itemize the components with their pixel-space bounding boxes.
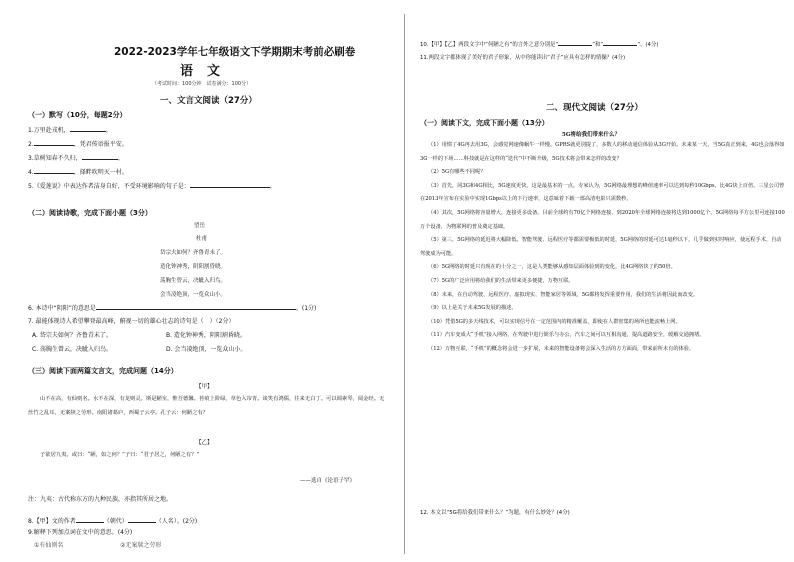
question-2-text: ，凭君传语报平安。 <box>73 141 128 148</box>
question-4-text: ，择畔吹明灭一村。 <box>73 169 128 176</box>
article-title: 5G将给我们带来什么？ <box>562 132 621 138</box>
article-paragraph: （10）凭借5G的多天线技术，可以实现信号在一定范围内的精准覆盖，即使在人群密集的场所也能流畅上网。 <box>428 318 681 325</box>
question-9-item: ②无案牍之劳形 <box>120 542 162 549</box>
article-paragraph: （9）以上是关于未来5G发展的描述。 <box>428 305 517 312</box>
poem-line: 岱宗夫如何？齐鲁青未了。 <box>160 250 227 256</box>
answer-blank[interactable] <box>82 159 118 160</box>
article-body <box>420 139 790 505</box>
question-7: 7. 最能体现诗人希望攀登最高峰，俯视一切的雄心壮志的诗句是（ ）（2分） <box>28 318 235 325</box>
poem-line: 荡胸生曾云，决眦入归鸟。 <box>160 278 227 284</box>
answer-blank[interactable] <box>190 187 270 188</box>
article-paragraph: （2）5G有哪些不同呢？ <box>428 169 486 176</box>
question-12: 12. 本文以“5G将给我们带来什么？”为题，有什么妙处？(4分) <box>420 510 570 516</box>
poem-line: 造化钟神秀，阴阳割昏晓。 <box>160 264 227 270</box>
part-3-title: （三）阅读下面两篇文言文，完成问题（14分） <box>28 367 178 375</box>
question-4: 4. ，择畔吹明灭一村。 <box>28 169 128 176</box>
article-paragraph: （7）5G的广泛应用将给我们的生活带来更多便捷，万物互联。 <box>428 277 574 284</box>
part-2-title: （二）阅读诗歌，完成下面小题（3分） <box>28 209 152 217</box>
article-paragraph: （3）首先，同3G和4G相比，5G速度更快，这是最基本的一点。专家认为，5G网络最理想的峰值速率可以达到每秒10Gbps，比4G快上百倍。三星公司曾在2013年宣布在实验中实现1Gbps以上的下行速率，这意味着下载一部高清电影只需数秒。 <box>420 182 785 203</box>
article-paragraph: （6）5G网络的时延只有现在的十分之一，这是人类能够从感知层面体验到的变化，比4G网络快了约50倍。 <box>428 264 676 271</box>
question-3-text: 3.草树知春不久归， <box>28 155 82 162</box>
section-2-title: 二、现代文阅读（27分） <box>546 103 643 113</box>
article-paragraph: （12）万物互联，“手机”的概念将会进一步扩展，未来的智能设备将会深入生活的方方面面，带来前所未有的体验。 <box>428 345 695 352</box>
article-paragraph: （8）未来，在自动驾驶、远程医疗、虚拟现实、智能家居等领域，5G都将发挥重要作用，我们的生活将因此而改变。 <box>428 291 699 298</box>
answer-blank[interactable] <box>34 173 74 174</box>
option-c[interactable]: C. 荡胸生曾云，决眦入归鸟。 <box>32 346 113 353</box>
question-5-text: 5.《爱莲说》中表达作者洁身自好，不受环境影响的句子是： <box>28 183 190 190</box>
question-1-text: 1.万里赴戎机， <box>28 127 70 134</box>
option-b[interactable]: B. 造化钟神秀，阴阳割昏晓。 <box>166 332 246 339</box>
question-10: 10.【甲】【乙】两段文字中“何陋之有”的言外之意分别是“ ”和“ ”。(4分) <box>420 42 659 48</box>
answer-blank[interactable] <box>70 131 106 132</box>
question-6: 6. 本诗中“阴阳”的意思是 。(1分) <box>28 305 317 312</box>
text-jia-label: 【甲】 <box>196 384 213 390</box>
article-paragraph: （11）汽车变成大“手机”接入网络，在驾驶中进行娱乐与办公，汽车之间可以互相沟通，提高道路安全，缓解交通拥堵。 <box>428 332 705 339</box>
poem-title: 望岳 <box>194 223 206 229</box>
subject-title: 语文 <box>180 64 235 79</box>
poem-line: 会当凌绝顶，一览众山小。 <box>160 292 227 298</box>
question-1: 1.万里赴戎机， 。 <box>28 127 112 134</box>
answer-blank[interactable] <box>558 45 592 46</box>
question-5: 5.《爱莲说》中表达作者洁身自好，不受环境影响的句子是： 。 <box>28 183 276 190</box>
option-d[interactable]: D. 会当凌绝顶，一览众山小。 <box>166 346 247 353</box>
part-1-modern-title: （一）阅读下文，完成下面小题（13分） <box>420 119 549 127</box>
text-jia: 山不在高，有仙则名。水不在深，有龙则灵。斯是陋室，惟吾德馨。苔痕上阶绿，草色入帘青。谈笑有鸿儒，往来无白丁。可以调素琴，阅金经。无丝竹之乱耳，无案牍之劳形。南阳诸葛庐，西蜀子云亭。孔子云：何陋之有？ <box>28 396 385 416</box>
article-paragraph: （4）其次，5G网络将容量增大，连接更多设备。目前全球约有70亿个网络连接，到2020年全球网络连接将达到1000亿个。5G网络每平方公里可连接100万个设备，为物联网的普及奠定基础。 <box>420 209 785 230</box>
answer-blank[interactable] <box>34 145 74 146</box>
answer-blank[interactable] <box>76 522 104 523</box>
option-a[interactable]: A. 岱宗夫如何？齐鲁青未了。 <box>32 332 112 339</box>
poem-author: 杜甫 <box>196 236 208 242</box>
section-1-title: 一、文言文阅读（27分） <box>160 96 257 106</box>
annotation: 注：九夷：古代称东方的九种民族，亦指其所居之地。 <box>28 496 173 503</box>
answer-blank[interactable] <box>96 309 296 310</box>
article-paragraph: （5）第三，5G网络的延迟将大幅降低。智能驾驶、远程医疗等都需要极低的时延，5G网络的时延可达1毫秒以下，几乎做到实时响应，使远程手术、自动驾驶成为可能。 <box>420 237 782 257</box>
exam-title: 2022-2023学年七年级语文下学期期末考前必刷卷 <box>114 46 356 58</box>
question-6-text: 6. 本诗中“阴阳”的意思是 <box>28 305 96 312</box>
text-yi-source: ——选自《论语子罕》 <box>300 478 356 484</box>
text-yi-label: 【乙】 <box>196 440 213 446</box>
part-1-title: （一）默写（10分，每题2分） <box>28 111 127 119</box>
question-11: 11.两段文字都体现了美好的君子形象，从中你能读出“君子”应具有怎样的情操？(4分) <box>420 55 626 61</box>
text-yi: 子欲居九夷。或曰：“陋，如之何？”子曰：“君子居之，何陋之有？” <box>40 452 200 458</box>
question-9-item: ①有仙则名 <box>34 542 64 549</box>
column-divider <box>404 14 405 554</box>
article-paragraph: （1）用惯了4G再去用3G，会感觉网速像蜗牛一样慢。GPRS就更别提了，多数人的移动通信体验从3G开始。未来某一天，当5G真正到来，4G也会落得如3G一样的下场……科技就是在这样的“迭代”中不断升级，5G技术将会带来怎样的改变？ <box>420 142 785 162</box>
exam-note: （考试时间：100分钟 试卷满分：100分） <box>152 81 252 87</box>
question-3: 3.草树知春不久归， 。 <box>28 155 124 162</box>
question-8: 8.【甲】文的作者 （朝代） （人名）。(2分) <box>28 518 198 525</box>
answer-blank[interactable] <box>128 522 156 523</box>
question-9: 9.解释下列加点词在文中的意思。(4分) <box>28 529 133 536</box>
question-2: 2. ，凭君传语报平安。 <box>28 141 128 148</box>
answer-blank[interactable] <box>603 45 637 46</box>
right-column <box>408 0 794 562</box>
